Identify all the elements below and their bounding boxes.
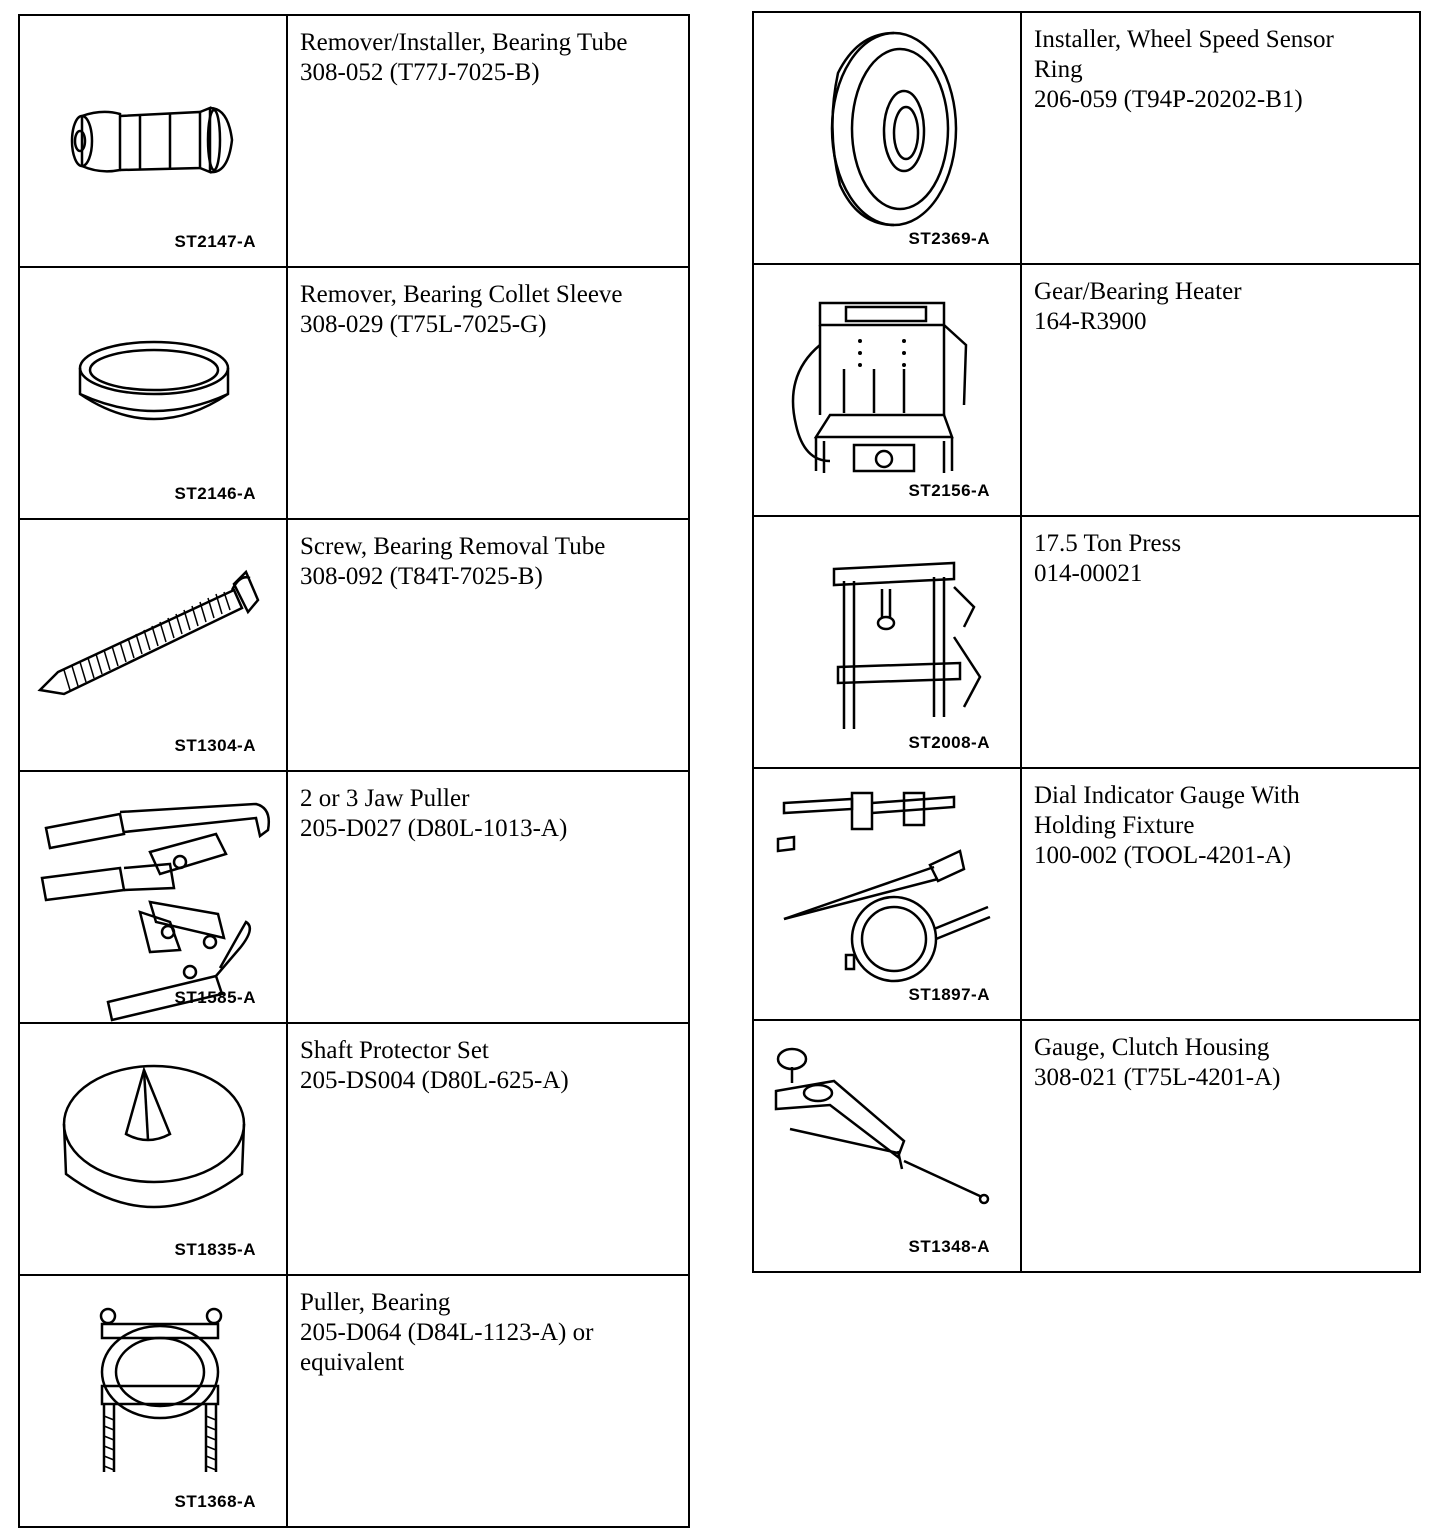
tool-illustration-cell (19, 1023, 287, 1275)
dial-indicator-icon (754, 769, 1022, 1021)
special-tools-table-right (752, 11, 1421, 1273)
tool-number: 014-00021 (1034, 560, 1143, 587)
tool-description-cell (1021, 12, 1420, 264)
tool-number: 308-029 (T75L-7025-G) (300, 311, 547, 338)
tool-name: Screw, Bearing Removal Tube (300, 533, 606, 560)
tool-description-cell (1021, 1020, 1420, 1272)
tool-number: 206-059 (T94P-20202-B1) (1034, 86, 1303, 113)
jaw-puller-icon (20, 772, 288, 1024)
tool-illustration-cell (753, 516, 1021, 768)
tool-row (753, 1020, 1420, 1272)
tool-name: 2 or 3 Jaw Puller (300, 785, 470, 812)
illustration-code: ST1348-A (908, 1237, 990, 1256)
tool-description-cell (1021, 516, 1420, 768)
tool-description-cell (287, 15, 689, 267)
illustration-code: ST2369-A (908, 229, 990, 248)
tool-name: Gauge, Clutch Housing (1034, 1034, 1270, 1061)
tool-name: Gear/Bearing Heater (1034, 278, 1242, 305)
tool-number: 205-DS004 (D80L-625-A) (300, 1067, 569, 1094)
tool-number: 308-052 (T77J-7025-B) (300, 59, 540, 86)
special-tools-table-left (18, 14, 690, 1528)
tool-illustration-cell (753, 12, 1021, 264)
tool-illustration-cell (19, 771, 287, 1023)
illustration-code: ST2146-A (174, 484, 256, 503)
tool-row (19, 15, 689, 267)
hydraulic-press-icon (754, 517, 1022, 769)
tool-description-cell (287, 267, 689, 519)
tool-description-cell (287, 1275, 689, 1527)
tool-number: 308-092 (T84T-7025-B) (300, 563, 543, 590)
tool-name-continued: Ring (1034, 56, 1083, 83)
tool-row (19, 1275, 689, 1527)
illustration-code: ST1368-A (174, 1492, 256, 1511)
tool-number: 100-002 (TOOL-4201-A) (1034, 842, 1292, 869)
tool-note: equivalent (300, 1349, 405, 1376)
bearing-heater-icon (754, 265, 1022, 517)
tool-row (19, 519, 689, 771)
tool-number: 205-D027 (D80L-1013-A) (300, 815, 568, 842)
tool-description-cell (1021, 264, 1420, 516)
tool-number: 308-021 (T75L-4201-A) (1034, 1064, 1281, 1091)
illustration-code: ST2156-A (908, 481, 990, 500)
tool-illustration-cell (19, 1275, 287, 1527)
tool-name: Puller, Bearing (300, 1289, 451, 1316)
tool-row (753, 12, 1420, 264)
tool-row (19, 771, 689, 1023)
tool-description-cell (287, 519, 689, 771)
tool-illustration-cell (753, 768, 1021, 1020)
bearing-tube-tool-icon (20, 16, 288, 268)
shaft-protector-icon (20, 1024, 288, 1276)
tool-description-cell (1021, 768, 1420, 1020)
illustration-code: ST2008-A (908, 733, 990, 752)
tool-illustration-cell (19, 15, 287, 267)
tool-row (19, 1023, 689, 1275)
tool-illustration-cell (19, 267, 287, 519)
clutch-housing-gauge-icon (754, 1021, 1022, 1273)
tool-number: 205-D064 (D84L-1123-A) or (300, 1319, 594, 1346)
illustration-code: ST1304-A (174, 736, 256, 755)
tool-name: Installer, Wheel Speed Sensor (1034, 26, 1334, 53)
illustration-code: ST1897-A (908, 985, 990, 1004)
tool-illustration-cell (753, 1020, 1021, 1272)
tool-name: Remover, Bearing Collet Sleeve (300, 281, 623, 308)
tool-illustration-cell (753, 264, 1021, 516)
tool-description-cell (287, 1023, 689, 1275)
sensor-ring-installer-icon (754, 13, 1022, 265)
tool-illustration-cell (19, 519, 287, 771)
illustration-code: ST1835-A (174, 1240, 256, 1259)
tool-row (753, 516, 1420, 768)
tool-row (753, 264, 1420, 516)
tool-row (753, 768, 1420, 1020)
illustration-code: ST1585-A (174, 988, 256, 1007)
tool-row (19, 267, 689, 519)
tool-name: Dial Indicator Gauge With (1034, 782, 1300, 809)
tool-description-cell (287, 771, 689, 1023)
collet-sleeve-ring-icon (20, 268, 288, 520)
threaded-screw-icon (20, 520, 288, 772)
bearing-puller-icon (20, 1276, 288, 1528)
tool-name: Shaft Protector Set (300, 1037, 489, 1064)
tool-name: Remover/Installer, Bearing Tube (300, 29, 628, 56)
tool-name-continued: Holding Fixture (1034, 812, 1195, 839)
illustration-code: ST2147-A (174, 232, 256, 251)
tool-name: 17.5 Ton Press (1034, 530, 1182, 557)
tool-number: 164-R3900 (1034, 308, 1147, 335)
